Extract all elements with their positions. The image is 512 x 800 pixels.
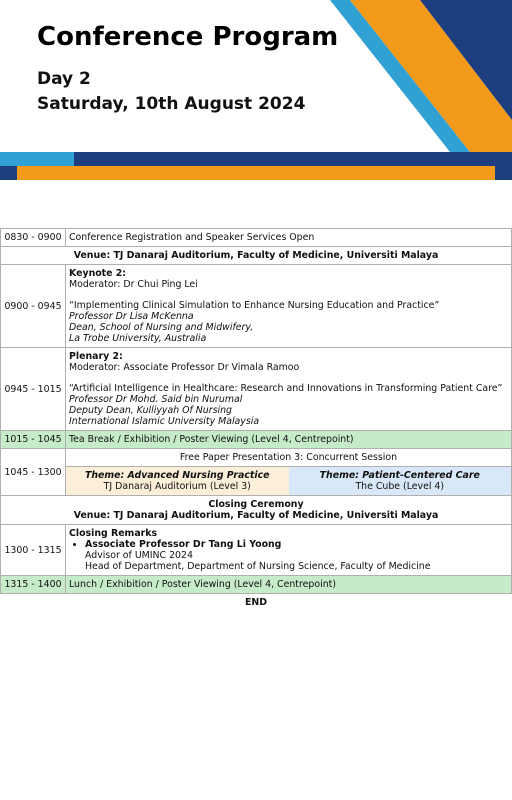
table-row xyxy=(1,496,512,525)
theme-room: The Cube (Level 4) xyxy=(355,481,445,492)
table-row xyxy=(1,431,512,449)
table-row xyxy=(1,265,512,348)
session-cell xyxy=(66,348,512,431)
schedule-table xyxy=(0,228,512,611)
themes-table xyxy=(66,467,511,495)
theme-advanced-nursing xyxy=(66,467,289,495)
time-cell: 0900 - 0945 xyxy=(1,265,66,348)
page-title: Conference Program xyxy=(37,22,339,52)
free-paper-title: Free Paper Presentation 3: Concurrent Session xyxy=(66,449,512,467)
time-cell: 1045 - 1300 xyxy=(1,449,66,496)
table-row xyxy=(1,449,512,467)
speaker-role: Advisor of UMINC 2024 xyxy=(85,550,193,561)
theme-title: Theme: Patient-Centered Care xyxy=(319,470,480,481)
session-cell: Lunch / Exhibition / Poster Viewing (Level 4, Centrepoint) xyxy=(66,576,512,594)
theme-room: TJ Danaraj Auditorium (Level 3) xyxy=(103,481,251,492)
table-row xyxy=(1,525,512,576)
time-cell: 0945 - 1015 xyxy=(1,348,66,431)
table-row xyxy=(1,467,512,496)
speaker-name: Professor Dr Mohd. Said bin Nurumal xyxy=(69,394,243,405)
time-cell: 0830 - 0900 xyxy=(1,229,66,247)
speaker-role: Dean, School of Nursing and Midwifery, xyxy=(69,322,254,333)
table-row xyxy=(1,247,512,265)
table-row xyxy=(1,594,512,612)
speaker-org: International Islamic University Malaysia xyxy=(69,416,260,427)
theme-patient-centered xyxy=(289,467,512,495)
table-row xyxy=(1,576,512,594)
speaker-org: La Trobe University, Australia xyxy=(69,333,207,344)
session-heading: Plenary 2: xyxy=(69,351,123,362)
speaker-name: Professor Dr Lisa McKenna xyxy=(69,311,194,322)
session-heading: Closing Remarks xyxy=(69,528,158,539)
header-banner xyxy=(0,0,512,180)
session-cell: Conference Registration and Speaker Services Open xyxy=(66,229,512,247)
time-cell: 1315 - 1400 xyxy=(1,576,66,594)
moderator: Moderator: Dr Chui Ping Lei xyxy=(69,279,198,290)
speaker-list xyxy=(69,539,508,550)
closing-ceremony-row xyxy=(1,496,512,525)
session-cell xyxy=(66,525,512,576)
closing-ceremony-title: Closing Ceremony xyxy=(208,499,304,510)
day-label: Day 2 xyxy=(37,69,91,89)
speaker-role: Head of Department, Department of Nursing Science, Faculty of Medicine xyxy=(85,561,431,572)
moderator: Moderator: Associate Professor Dr Vimala Ramoo xyxy=(69,362,300,373)
speaker-name: • Associate Professor Dr Tang Li Yoong xyxy=(85,539,508,550)
theme-title: Theme: Advanced Nursing Practice xyxy=(84,470,270,481)
talk-title: “Artificial Intelligence in Healthcare: Research and Innovations in Transforming Patient Care” xyxy=(69,383,503,394)
table-row xyxy=(1,229,512,247)
time-cell: 1300 - 1315 xyxy=(1,525,66,576)
speaker-role: Deputy Dean, Kulliyyah Of Nursing xyxy=(69,405,232,416)
venue-row: Venue: TJ Danaraj Auditorium, Faculty of Medicine, Universiti Malaya xyxy=(1,247,512,265)
themes-cell xyxy=(66,467,512,496)
talk-title: “Implementing Clinical Simulation to Enhance Nursing Education and Practice” xyxy=(69,300,440,311)
session-cell xyxy=(66,265,512,348)
table-row xyxy=(1,348,512,431)
end-label: END xyxy=(244,597,268,608)
session-cell: Tea Break / Exhibition / Poster Viewing (Level 4, Centrepoint) xyxy=(66,431,512,449)
session-heading: Keynote 2: xyxy=(69,268,127,279)
time-cell: 1015 - 1045 xyxy=(1,431,66,449)
date-label: Saturday, 10th August 2024 xyxy=(37,94,306,114)
venue-row: Venue: TJ Danaraj Auditorium, Faculty of Medicine, Universiti Malaya xyxy=(73,510,439,521)
